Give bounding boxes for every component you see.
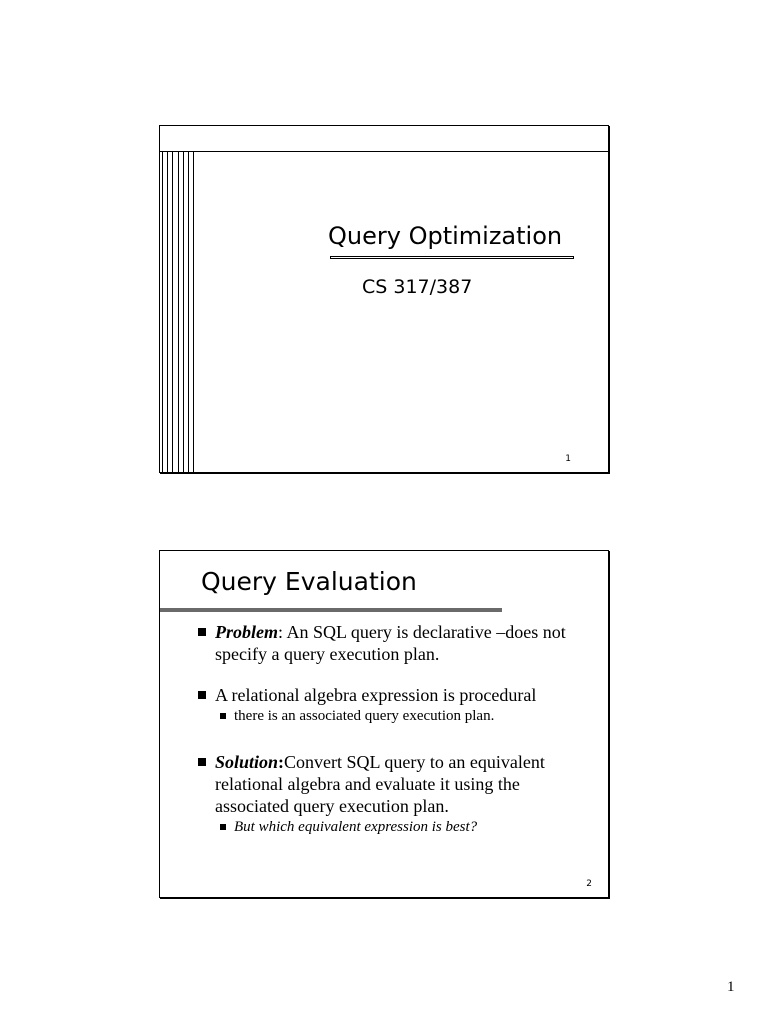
- bullet-lead: Problem: [215, 622, 278, 642]
- sub-bullet-item: [220, 818, 598, 837]
- bullet-sep: :: [278, 622, 284, 642]
- sub-bullet-item: [220, 707, 598, 726]
- sub-bullet-text: But which equivalent expression is best?: [234, 819, 478, 835]
- bullet-lead: Solution: [215, 752, 279, 772]
- title-underline: [160, 608, 502, 612]
- bullet-item: [198, 621, 598, 665]
- page-number: 1: [727, 979, 735, 995]
- slide-2: [159, 550, 609, 898]
- slide-number: 2: [586, 879, 592, 889]
- slide-title: Query Evaluation: [201, 567, 417, 596]
- sub-bullet-text: there is an associated query execution plan.: [234, 708, 495, 724]
- bullet-sep: :: [278, 752, 285, 772]
- bullet-item: [198, 684, 598, 706]
- slide-number: 1: [565, 454, 571, 464]
- slide-top-rule: [160, 151, 608, 152]
- slide-subtitle: CS 317/387: [362, 276, 473, 298]
- bullet-item: [198, 751, 598, 817]
- bullet-text: A relational algebra expression is procedural: [215, 685, 537, 705]
- bullet-text: Convert SQL query to an equivalent relational algebra and evaluate it using the associated query execution plan.: [215, 752, 545, 816]
- title-underline: [330, 256, 574, 259]
- decorative-stripes: [160, 152, 194, 472]
- slide-title: Query Optimization: [328, 222, 563, 250]
- bullet-text: An SQL query is declarative –does not specify a query execution plan.: [215, 622, 566, 664]
- bullet-list: [198, 621, 598, 862]
- slide-1: [159, 125, 609, 473]
